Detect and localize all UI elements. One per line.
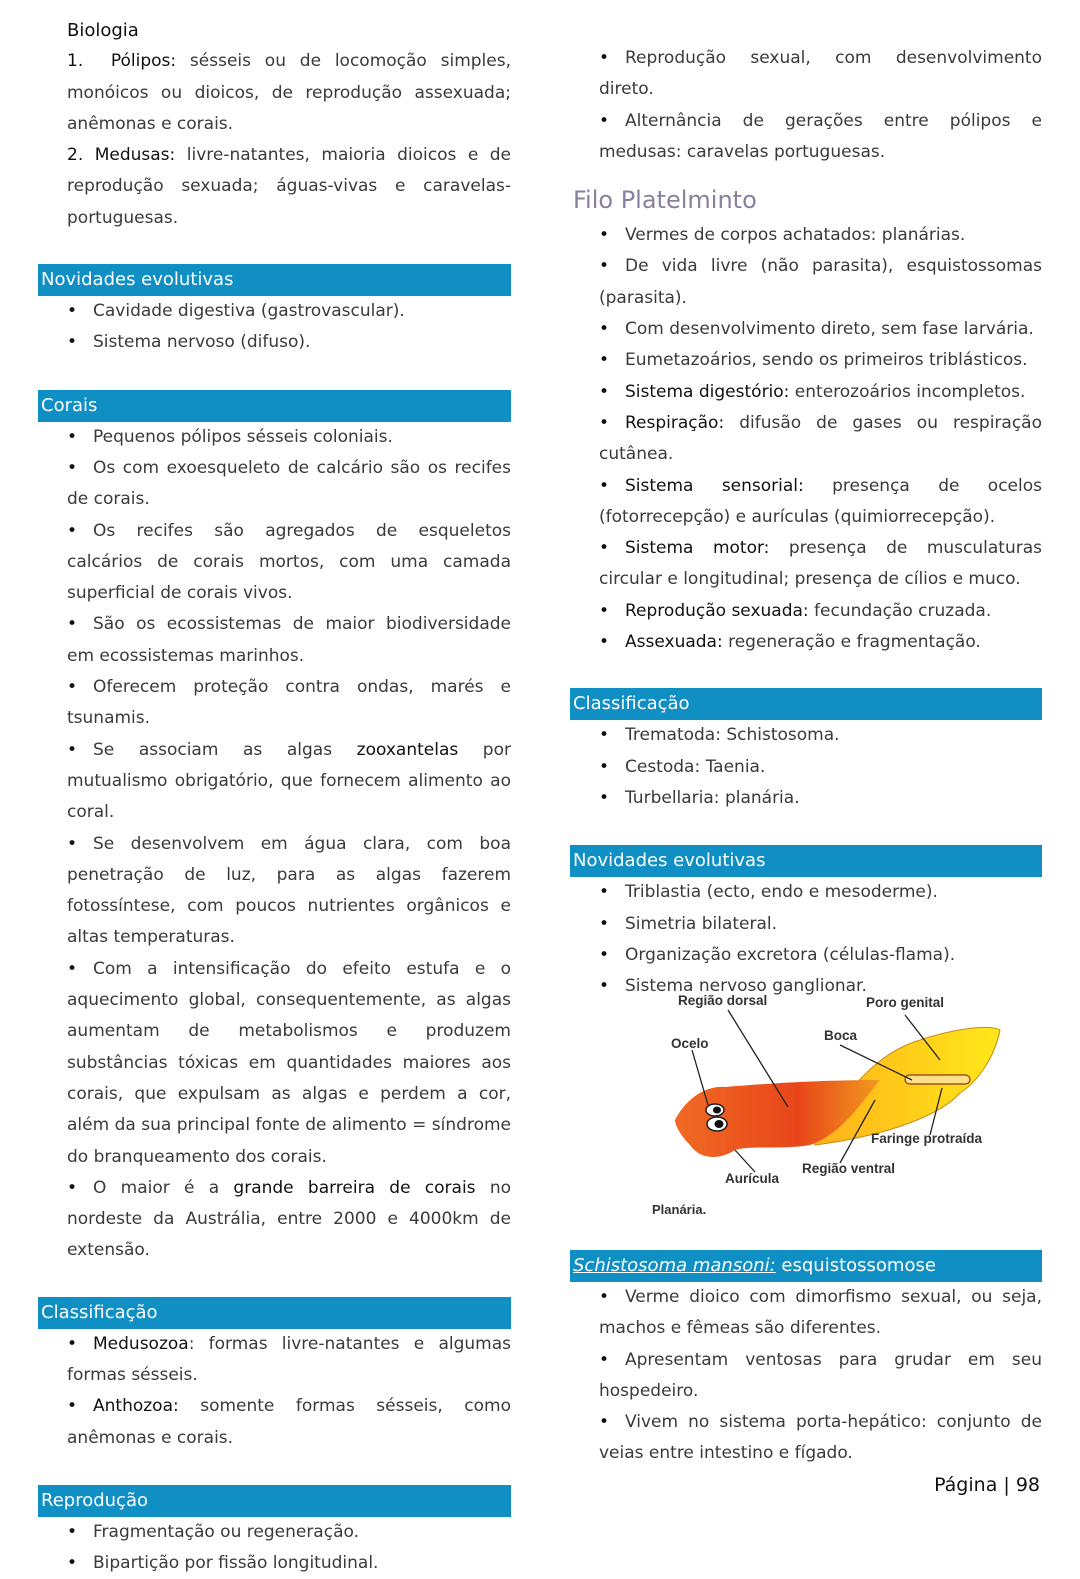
term-zooxantelas: zooxantelas bbox=[356, 739, 459, 760]
bullet-icon: • bbox=[599, 412, 610, 433]
list-item: • Cestoda: Taenia. bbox=[570, 752, 1042, 783]
list-item: • Sistema motor: presença de musculaturas circular e longitudinal; presença de cílios e muco. bbox=[570, 533, 1042, 596]
list-item: • Sistema digestório: enterozoários incompletos. bbox=[570, 377, 1042, 408]
bullet-icon: • bbox=[599, 1349, 610, 1370]
bullet-icon: • bbox=[67, 1333, 78, 1354]
page-number: Página | 98 bbox=[934, 1474, 1040, 1496]
intro-polipos: 1. Pólipos: sésseis ou de locomoção simples, monóicos ou dioicos, de reprodução assexuada; anêmonas e corais. bbox=[67, 51, 511, 134]
list-item: • Turbellaria: planária. bbox=[570, 783, 1042, 814]
list-item: • Pequenos pólipos sésseis coloniais. bbox=[38, 422, 511, 453]
list-item: • Organização excretora (células-flama). bbox=[570, 940, 1042, 971]
section-header-reproducao: Reprodução bbox=[38, 1485, 511, 1517]
bullet-icon: • bbox=[67, 1553, 78, 1574]
list-item: • Os recifes são agregados de esqueletos calcários de corais mortos, com uma camada superficial de corais vivos. bbox=[38, 516, 511, 610]
term-grande-barreira: grande barreira de corais bbox=[233, 1177, 476, 1198]
bullet-icon: • bbox=[67, 1177, 78, 1198]
bullet-icon: • bbox=[599, 756, 610, 777]
term-medusas: Medusas: bbox=[94, 145, 176, 166]
bullet-icon: • bbox=[599, 110, 610, 131]
bullet-icon: • bbox=[599, 944, 610, 965]
label-boca: Boca bbox=[824, 1028, 858, 1043]
left-column bbox=[38, 0, 511, 1579]
list-item: • Eumetazoários, sendo os primeiros triblásticos. bbox=[570, 345, 1042, 376]
list-item: • Respiração: difusão de gases ou respiração cutânea. bbox=[570, 408, 1042, 471]
section-header-novidades: Novidades evolutivas bbox=[38, 264, 511, 296]
section-header-classificacao-platelminto: Classificação bbox=[570, 688, 1042, 720]
schistosoma-section bbox=[570, 1250, 1042, 1470]
label-auricula: Aurícula bbox=[725, 1171, 780, 1186]
section-header-novidades-platelminto: Novidades evolutivas bbox=[570, 845, 1042, 877]
planaria-illustration bbox=[640, 985, 1020, 1225]
list-item: • Reprodução sexual, com desenvolvimento direto. bbox=[570, 43, 1042, 106]
list-item: • Assexuada: regeneração e fragmentação. bbox=[570, 627, 1042, 658]
subject-heading: Biologia bbox=[67, 20, 139, 41]
bullet-icon: • bbox=[599, 976, 610, 997]
list-item: • Fragmentação ou regeneração. bbox=[38, 1517, 511, 1548]
bullet-icon: • bbox=[599, 882, 610, 903]
bullet-icon: • bbox=[599, 1412, 610, 1433]
list-item: • Vermes de corpos achatados: planárias. bbox=[570, 220, 1042, 251]
list-item: • Cavidade digestiva (gastrovascular). bbox=[38, 296, 511, 327]
bullet-icon: • bbox=[67, 520, 78, 541]
planaria-diagram bbox=[640, 985, 1020, 1225]
list-item: • Vivem no sistema porta-hepático: conjunto de veias entre intestino e fígado. bbox=[570, 1407, 1042, 1470]
bullet-icon: • bbox=[599, 256, 610, 277]
term-polipos: Pólipos: bbox=[110, 51, 177, 72]
list-item: • Sistema nervoso ganglionar. bbox=[570, 971, 1042, 1002]
list-item: • Os com exoesqueleto de calcário são os recifes de corais. bbox=[38, 453, 511, 516]
intro-medusas: 2. Medusas: livre-natantes, maioria dioicos e de reprodução sexuada; águas-vivas e caravelas-portuguesas. bbox=[67, 145, 511, 228]
list-item: • Bipartição por fissão longitudinal. bbox=[38, 1548, 511, 1579]
bullet-icon: • bbox=[599, 787, 610, 808]
label-ocelo: Ocelo bbox=[671, 1036, 709, 1051]
bullet-icon: • bbox=[67, 332, 78, 353]
bullet-icon: • bbox=[67, 614, 78, 635]
list-item: • Apresentam ventosas para grudar em seu hospedeiro. bbox=[570, 1345, 1042, 1408]
bullet-icon: • bbox=[599, 319, 610, 340]
list-item: • Com desenvolvimento direto, sem fase larvária. bbox=[570, 314, 1042, 345]
bullet-icon: • bbox=[599, 48, 610, 68]
label-regiao-ventral: Região ventral bbox=[802, 1161, 896, 1176]
list-item: • Oferecem proteção contra ondas, marés e tsunamis. bbox=[38, 672, 511, 735]
label-faringe: Faringe protraída bbox=[871, 1131, 983, 1146]
bullet-icon: • bbox=[67, 739, 78, 760]
list-item: • Anthozoa: somente formas sésseis, como anêmonas e corais. bbox=[38, 1391, 511, 1454]
list-item: • Simetria bilateral. bbox=[570, 909, 1042, 940]
list-item: • Reprodução sexuada: fecundação cruzada. bbox=[570, 596, 1042, 627]
bullet-icon: • bbox=[67, 1396, 78, 1417]
list-item: • O maior é a grande barreira de corais no nordeste da Austrália, entre 2000 e 4000km de extensão. bbox=[38, 1173, 511, 1267]
list-item: • Sistema nervoso (difuso). bbox=[38, 327, 511, 358]
bullet-icon: • bbox=[67, 301, 78, 322]
diagram-caption: Planária. bbox=[652, 1202, 707, 1217]
section-header-schistosoma: Schistosoma mansoni: esquistossomose bbox=[570, 1250, 1042, 1282]
list-item: • Trematoda: Schistosoma. bbox=[570, 720, 1042, 751]
bullet-icon: • bbox=[67, 1521, 78, 1542]
list-item: • De vida livre (não parasita), esquistossomas (parasita). bbox=[570, 251, 1042, 314]
section-header-corais: Corais bbox=[38, 390, 511, 422]
list-item: • Medusozoa: formas livre-natantes e algumas formas sésseis. bbox=[38, 1329, 511, 1392]
bullet-icon: • bbox=[599, 475, 610, 496]
label-poro-genital: Poro genital bbox=[866, 995, 945, 1010]
bullet-icon: • bbox=[599, 350, 610, 371]
bullet-icon: • bbox=[67, 958, 78, 979]
list-item: • Triblastia (ecto, endo e mesoderme). bbox=[570, 877, 1042, 908]
bullet-icon: • bbox=[67, 677, 78, 698]
section-header-classificacao: Classificação bbox=[38, 1297, 511, 1329]
right-column bbox=[570, 0, 1042, 1002]
list-item: • Se associam as algas zooxantelas por mutualismo obrigatório, que fornecem alimento ao coral. bbox=[38, 735, 511, 829]
bullet-icon: • bbox=[599, 225, 610, 246]
list-item: • São os ecossistemas de maior biodiversidade em ecossistemas marinhos. bbox=[38, 609, 511, 672]
bullet-icon: • bbox=[67, 833, 78, 854]
phylum-title: Filo Platelminto bbox=[573, 186, 757, 215]
bullet-icon: • bbox=[67, 426, 78, 447]
list-item: • Alternância de gerações entre pólipos e medusas: caravelas portuguesas. bbox=[570, 106, 1042, 169]
bullet-icon: • bbox=[599, 600, 610, 621]
bullet-icon: • bbox=[599, 381, 610, 402]
label-regiao-dorsal: Região dorsal bbox=[678, 993, 768, 1008]
list-item: • Com a intensificação do efeito estufa e o aquecimento global, consequentemente, as algas aumentam de metabolismos e produzem substâncias tóxicas em quantidades maiores aos corais, que expulsam as algas e perdem a cor, além da sua principal fonte de alimento = síndrome do branqueamento dos corais. bbox=[38, 954, 511, 1173]
bullet-icon: • bbox=[599, 538, 610, 559]
list-item: • Sistema sensorial: presença de ocelos (fotorrecepção) e aurículas (quimiorrecepção). bbox=[570, 471, 1042, 534]
bullet-icon: • bbox=[599, 725, 610, 746]
list-item: • Verme dioico com dimorfismo sexual, ou seja, machos e fêmeas são diferentes. bbox=[570, 1282, 1042, 1345]
bullet-icon: • bbox=[599, 632, 610, 653]
bullet-icon: • bbox=[599, 1287, 610, 1307]
bullet-icon: • bbox=[599, 913, 610, 934]
list-item: • Se desenvolvem em água clara, com boa penetração de luz, para as algas fazerem fotossíntese, com poucos nutrientes orgânicos e altas temperaturas. bbox=[38, 829, 511, 954]
bullet-icon: • bbox=[67, 457, 78, 478]
